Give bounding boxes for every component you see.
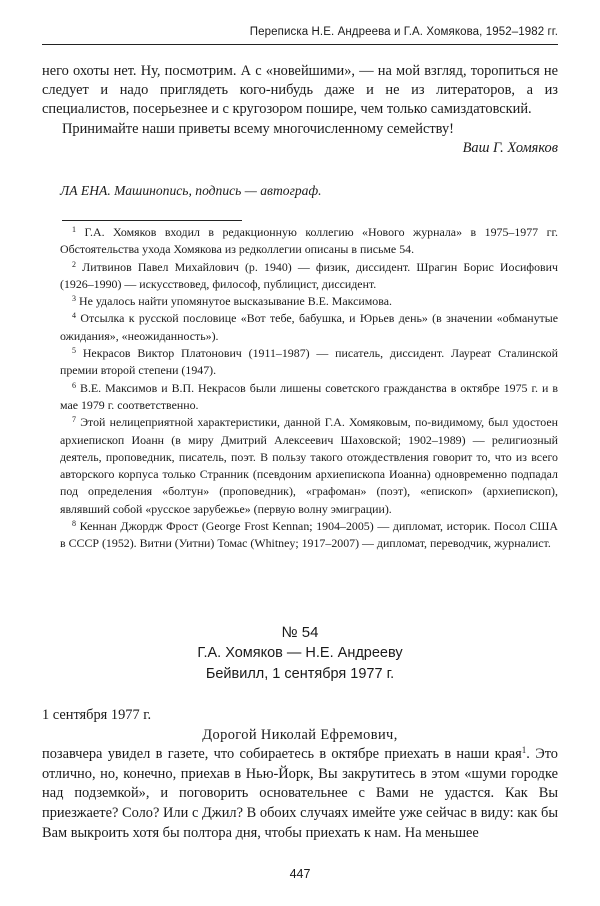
archival-note: ЛА ЕНА. Машинопись, подпись — автограф. bbox=[60, 183, 322, 198]
footnote-number: 5 bbox=[72, 346, 76, 356]
letter-text bbox=[42, 745, 558, 843]
footnote-number: 2 bbox=[72, 259, 76, 269]
footnote-text: Кеннан Джордж Фрост (George Frost Kennan; 1904–2005) — дипломат, историк. Посол США в СССР (1952). Витни (Уитни) Томас (Whitney; 1917–2007) — дипломат, переводчик, журналист. bbox=[60, 519, 558, 551]
footnote-reference: 1 bbox=[521, 745, 527, 756]
footnote-text: Отсылка к русской пословице «Вот тебе, бабушка, и Юрьев день» (в значении «обманутые ожидания», «неожиданность»). bbox=[60, 311, 558, 343]
header-divider bbox=[42, 44, 558, 45]
footnote-text: Не удалось найти упомянутое высказывание В.Е. Максимова. bbox=[78, 294, 392, 309]
footnote bbox=[60, 293, 558, 310]
document-number: № 54 bbox=[281, 624, 319, 641]
letter-body bbox=[42, 706, 558, 843]
document-correspondents: Г.А. Хомяков — Н.Е. Андрееву bbox=[197, 645, 403, 661]
footnote bbox=[60, 414, 558, 518]
letter-text-part: позавчера увидел в газете, что собираетесь в октябре приехать в наши края bbox=[42, 746, 522, 763]
document-heading bbox=[42, 622, 558, 685]
footnote-text: Г.А. Хомяков входил в редакционную коллегию «Нового журнала» в 1975–1977 гг. Обстоятельства ухода Хомякова из редколлегии описаны в письме 54. bbox=[60, 225, 558, 257]
footnote-number: 8 bbox=[72, 519, 76, 529]
footnote bbox=[60, 518, 558, 553]
page-number: 447 bbox=[289, 867, 311, 881]
document-place-date: Бейвилл, 1 сентября 1977 г. bbox=[205, 666, 395, 682]
footnote-number: 7 bbox=[72, 415, 76, 425]
previous-letter-ending bbox=[42, 62, 558, 158]
footnote-text: Некрасов Виктор Платонович (1911–1987) — писатель, диссидент. Лауреат Сталинской премии второй степени (1947). bbox=[60, 346, 558, 378]
letter-paragraph: него охоты нет. Ну, посмотрим. А с «новейшими», — на мой взгляд, торопиться не следует и надо приглядеть кого-нибудь даже и не из литераторов, а из специалистов, посерьезнее и с кругозором пошире, чем только самиздатовский. bbox=[42, 63, 558, 118]
footnote-text: Этой нелицеприятной характеристики, данной Г.А. Хомяковым, по-видимому, был удостоен архиепископ Иоанн (в миру Дмитрий Алексеевич Шаховской; 1902–1989) — религиозный деятель, проповедник, писатель, поэт. В пользу такого отождествления говорит то, что из всего авторского корпуса только Странник (псевдоним архиепископа Иоанна) одновременно подпадал под определения «болтун» (проповедник), «графоман» (поэт), «епископ» (архиепископ), являвший собой «русское зарубежье» (первую волну эмиграции). bbox=[60, 415, 558, 516]
footnote-text: Литвинов Павел Михайлович (р. 1940) — физик, диссидент. Шрагин Борис Иосифович (1926–1990) — искусствовед, философ, публицист, диссидент. bbox=[60, 259, 558, 291]
footnote-number: 3 bbox=[72, 294, 76, 304]
footnote bbox=[60, 380, 558, 415]
footnote-number: 1 bbox=[72, 225, 76, 234]
footnote bbox=[60, 310, 558, 345]
letter-paragraph: Принимайте наши приветы всему многочисленному семейству! bbox=[62, 120, 454, 137]
footnote bbox=[60, 345, 558, 380]
letter-signature: Ваш Г. Хомяков bbox=[462, 139, 558, 156]
footnote-number: 6 bbox=[72, 380, 76, 390]
letter-salutation: Дорогой Николай Ефремович, bbox=[202, 726, 398, 743]
footnotes bbox=[60, 224, 558, 553]
letter-text-part: . Это отлично, но, конечно, приехав в Нью-Йорк, Вы закрутитесь в этом «шуми городке над подземкой», и поговорить основательнее с Вами не удастся. Как Вы приезжаете? Соло? Или с Джил? В обоих случаях имейте уже сейчас в виду: как бы Вам выкроить хотя бы полтора дня, чтобы приехать к нам. На меньшее bbox=[42, 746, 558, 841]
footnote-divider bbox=[62, 220, 242, 221]
footnote bbox=[60, 259, 558, 294]
footnote-text: В.Е. Максимов и В.П. Некрасов были лишены советского гражданства в октябре 1975 г. и в мае 1979 г. соответственно. bbox=[60, 380, 558, 412]
running-title: Переписка Н.Е. Андреева и Г.А. Хомякова, 1952–1982 гг. bbox=[249, 26, 558, 38]
footnote-number: 4 bbox=[72, 311, 76, 321]
footnote bbox=[60, 224, 558, 259]
letter-date: 1 сентября 1977 г. bbox=[42, 707, 152, 723]
